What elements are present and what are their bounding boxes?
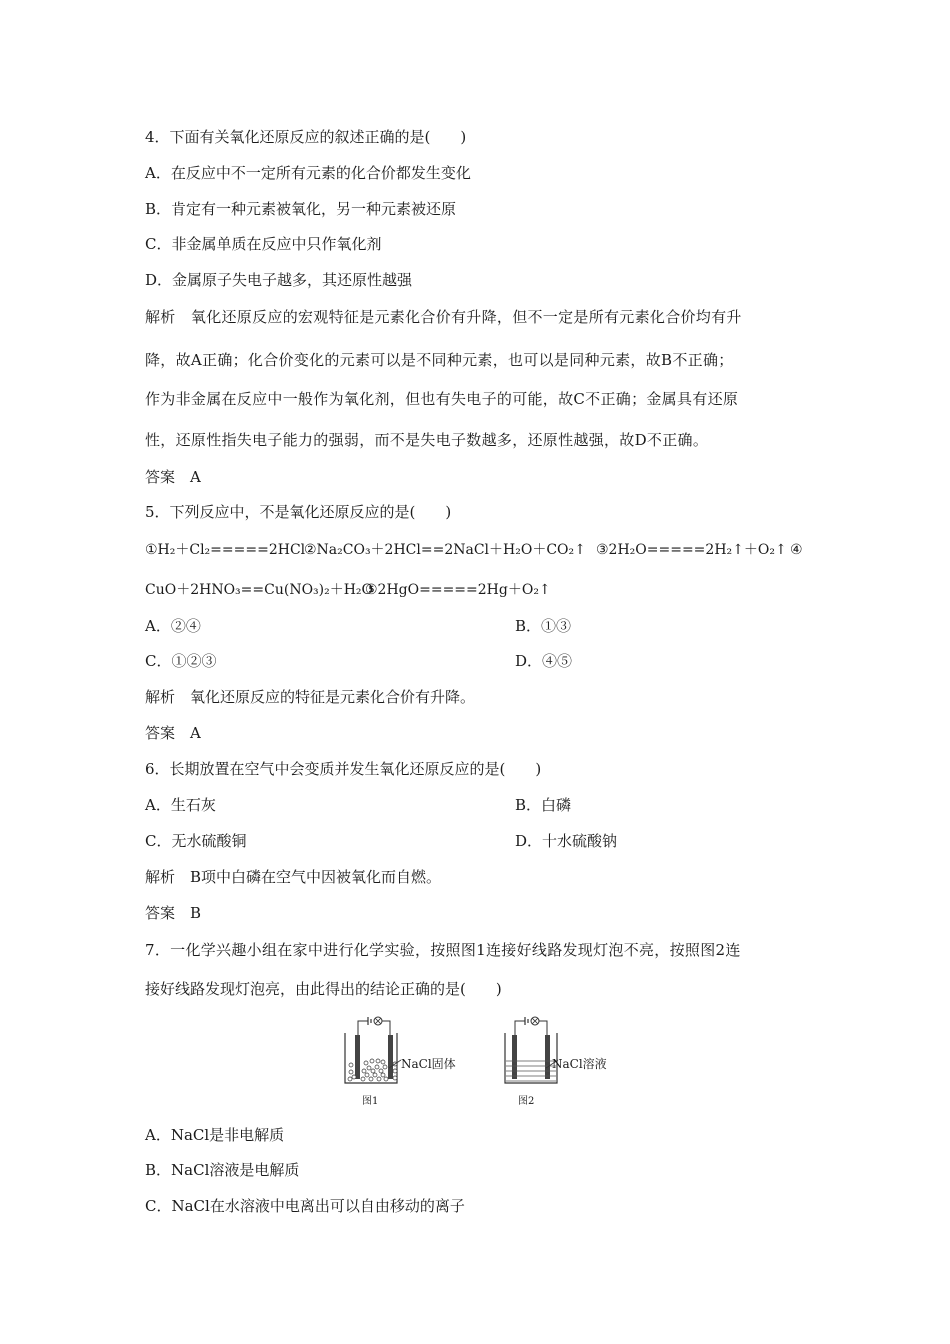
q5-reaction-4-marker: ④ [790, 542, 803, 558]
q6-option-b: B．白磷 [515, 796, 572, 814]
q5-reaction-2: ②Na₂CO₃＋2HCl==2NaCl＋H₂O＋CO₂↑ [304, 542, 586, 558]
q6-answer: 答案 B [145, 904, 202, 922]
q5-option-b: B．①③ [515, 617, 572, 635]
q4-option-a: A．在反应中不一定所有元素的化合价都发生变化 [145, 164, 471, 182]
figure-1-apparatus [340, 1015, 400, 1087]
q4-option-b: B．肯定有一种元素被氧化，另一种元素被还原 [145, 200, 457, 218]
q7-option-b: B．NaCl溶液是电解质 [145, 1161, 300, 1179]
figure-1-pointer [388, 1059, 402, 1069]
q7-option-c: C．NaCl在水溶液中电离出可以自由移动的离子 [145, 1197, 465, 1215]
q7-stem-line-1: 7．一化学兴趣小组在家中进行化学实验，按照图1连接好线路发现灯泡不亮，按照图2连 [145, 941, 741, 959]
q4-analysis-line-4: 性，还原性指失电子能力的强弱，而不是失电子数越多，还原性越强，故D不正确。 [145, 431, 709, 449]
q5-analysis: 解析 氧化还原反应的特征是元素化合价有升降。 [145, 688, 476, 706]
q4-answer: 答案 A [145, 468, 201, 486]
q5-reaction-3: ③2H₂O=====2H₂↑＋O₂↑ [596, 542, 787, 558]
q5-reaction-4: CuO＋2HNO₃==Cu(NO₃)₂＋H₂O [145, 582, 374, 598]
q5-option-d: D．④⑤ [515, 652, 573, 670]
figure-1-label: NaCl固体 [401, 1057, 456, 1071]
q5-reaction-1: ①H₂＋Cl₂=====2HCl [145, 542, 306, 558]
q7-figure [340, 1015, 620, 1107]
q7-option-a: A．NaCl是非电解质 [145, 1126, 285, 1144]
q4-stem: 4．下面有关氧化还原反应的叙述正确的是( ) [145, 128, 467, 146]
q4-analysis-line-3: 作为非金属在反应中一般作为氧化剂，但也有失电子的可能，故C不正确；金属具有还原 [145, 390, 739, 408]
q4-analysis-line-1: 解析 氧化还原反应的宏观特征是元素化合价有升降，但不一定是所有元素化合价均有升 [145, 308, 742, 326]
q5-option-a: A．②④ [145, 617, 201, 635]
figure-2-label: NaCl溶液 [552, 1057, 607, 1071]
figure-2-apparatus [500, 1015, 560, 1087]
figure-1-caption: 图1 [362, 1096, 379, 1107]
figure-2-caption: 图2 [518, 1096, 535, 1107]
q4-option-c: C．非金属单质在反应中只作氧化剂 [145, 235, 382, 253]
q6-analysis: 解析 B项中白磷在空气中因被氧化而自燃。 [145, 868, 442, 886]
q5-answer: 答案 A [145, 724, 201, 742]
q6-option-d: D．十水硫酸钠 [515, 832, 618, 850]
q4-analysis-line-2: 降，故A正确；化合价变化的元素可以是不同种元素，也可以是同种元素，故B不正确； [145, 351, 734, 369]
q6-option-a: A．生石灰 [145, 796, 216, 814]
q7-stem-line-2: 接好线路发现灯泡亮，由此得出的结论正确的是( ) [145, 980, 502, 998]
q5-option-c: C．①②③ [145, 652, 217, 670]
q5-stem: 5．下列反应中，不是氧化还原反应的是( ) [145, 503, 452, 521]
q6-stem: 6．长期放置在空气中会变质并发生氧化还原反应的是( ) [145, 760, 542, 778]
q5-reaction-5: ⑤2HgO=====2Hg＋O₂↑ [365, 582, 551, 598]
q4-option-d: D．金属原子失电子越多，其还原性越强 [145, 271, 413, 289]
q6-option-c: C．无水硫酸铜 [145, 832, 247, 850]
